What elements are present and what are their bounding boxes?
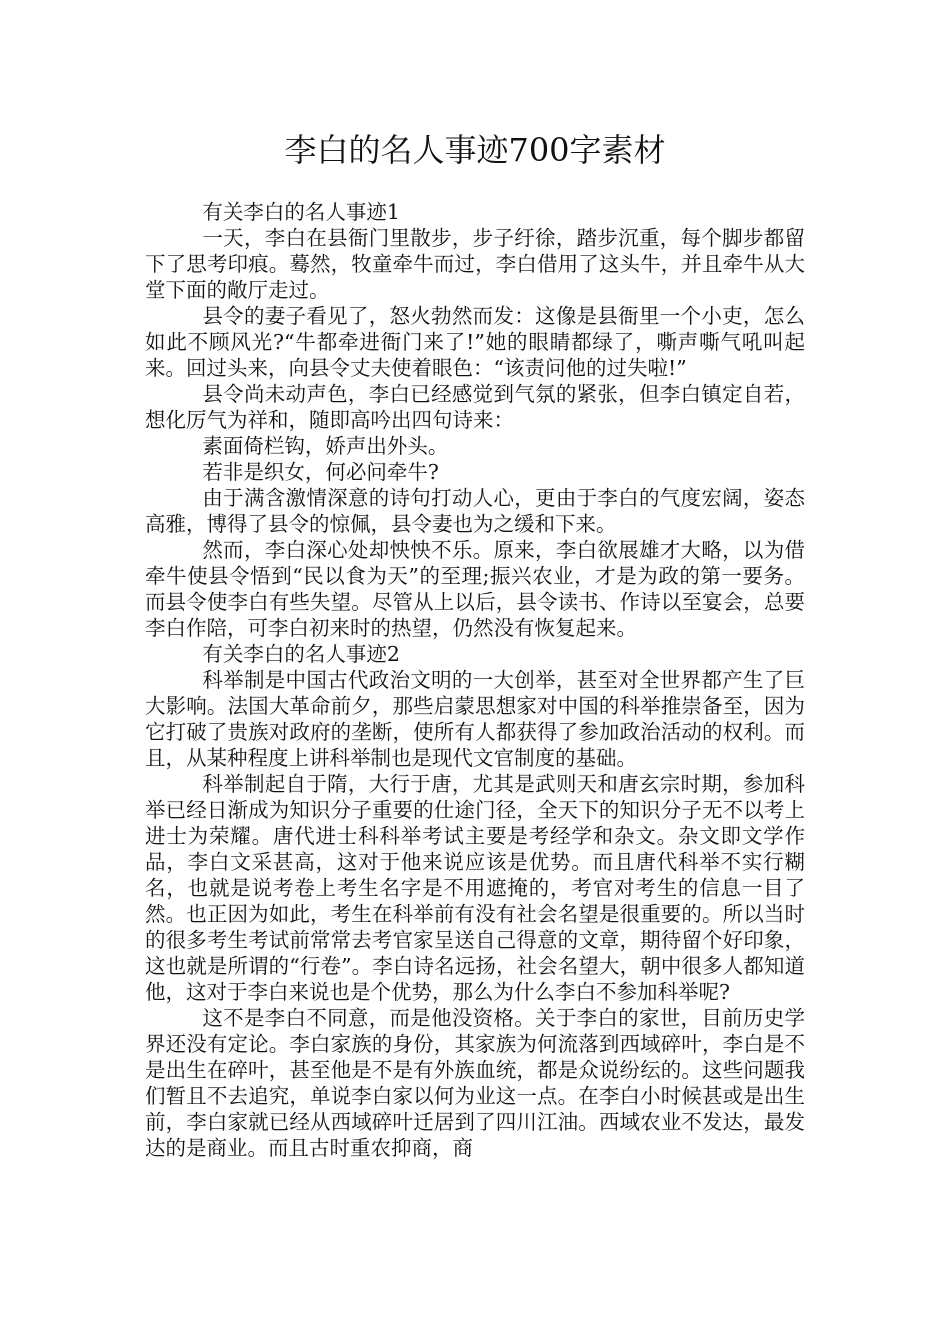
section-heading: 有关李白的名人事迹1 bbox=[202, 200, 400, 224]
section-heading: 有关李白的名人事迹2 bbox=[202, 642, 400, 666]
paragraph: 科举制起自于隋，大行于唐，尤其是武则天和唐玄宗时期，参加科举已经日渐成为知识分子重要的仕途门径，全天下的知识分子无不以考上进士为荣耀。唐代进士科科举考试主要是考经学和杂文。杂文即文学作品，李白文采甚高，这对于他来说应该是优势。而且唐代科举不实行糊名，也就是说考卷上考生名字是不用遮掩的，考官对考生的信息一目了然。也正因为如此，考生在科举前有没有社会名望是很重要的。所以当时的很多考生考试前常常去考官家呈送自己得意的文章，期待留个好印象，这也就是所谓的“行卷”。李白诗名远扬，社会名望大，朝中很多人都知道他，这对于李白来说也是个优势，那么为什么李白不参加科举呢? bbox=[145, 772, 805, 1004]
paragraph: 由于满含激情深意的诗句打动人心，更由于李白的气度宏阔，姿态高雅，博得了县令的惊佩，县令妻也为之缓和下来。 bbox=[145, 486, 805, 536]
document-title: 李白的名人事迹700字素材 bbox=[284, 131, 666, 169]
paragraph: 一天，李白在县衙门里散步，步子纡徐，踏步沉重，每个脚步都留下了思考印痕。蓦然，牧童牵牛而过，李白借用了这头牛，并且牵牛从大堂下面的敞厅走过。 bbox=[145, 226, 805, 302]
poem-line: 若非是织女，何必问牵牛? bbox=[202, 460, 439, 484]
paragraph: 这不是李白不同意，而是他没资格。关于李白的家世，目前历史学界还没有定论。李白家族的身份，其家族为何流落到西域碎叶，李白是不是出生在碎叶，甚至他是不是有外族血统，都是众说纷纭的。这些问题我们暂且不去追究，单说李白家以何为业这一点。在李白小时候甚或是出生前，李白家就已经从西域碎叶迁居到了四川江油。西域农业不发达，最发达的是商业。而且古时重农抑商，商 bbox=[145, 1006, 805, 1160]
paragraph: 县令的妻子看见了，怒火勃然而发：这像是县衙里一个小吏，怎么如此不顾风光?“牛都牵进衙门来了!”她的眼睛都绿了，嘶声嘶气吼叫起来。回过头来，向县令丈夫使着眼色：“该责问他的过失啦!” bbox=[145, 304, 805, 380]
paragraph: 然而，李白深心处却怏怏不乐。原来，李白欲展雄才大略，以为借牵牛使县令悟到“民以食为天”的至理;振兴农业，才是为政的第一要务。而县令使李白有些失望。尽管从上以后，县令读书、作诗以至宴会，总要李白作陪，可李白初来时的热望，仍然没有恢复起来。 bbox=[145, 538, 805, 640]
document-body bbox=[145, 199, 805, 1161]
paragraph: 县令尚未动声色，李白已经感觉到气氛的紧张，但李白镇定自若，想化厉气为祥和，随即高吟出四句诗来： bbox=[145, 382, 805, 432]
paragraph: 科举制是中国古代政治文明的一大创举，甚至对全世界都产生了巨大影响。法国大革命前夕，那些启蒙思想家对中国的科举推崇备至，因为它打破了贵族对政府的垄断，使所有人都获得了参加政治活动的权利。而且，从某种程度上讲科举制也是现代文官制度的基础。 bbox=[145, 668, 805, 770]
poem-line: 素面倚栏钩，娇声出外头。 bbox=[202, 434, 449, 458]
